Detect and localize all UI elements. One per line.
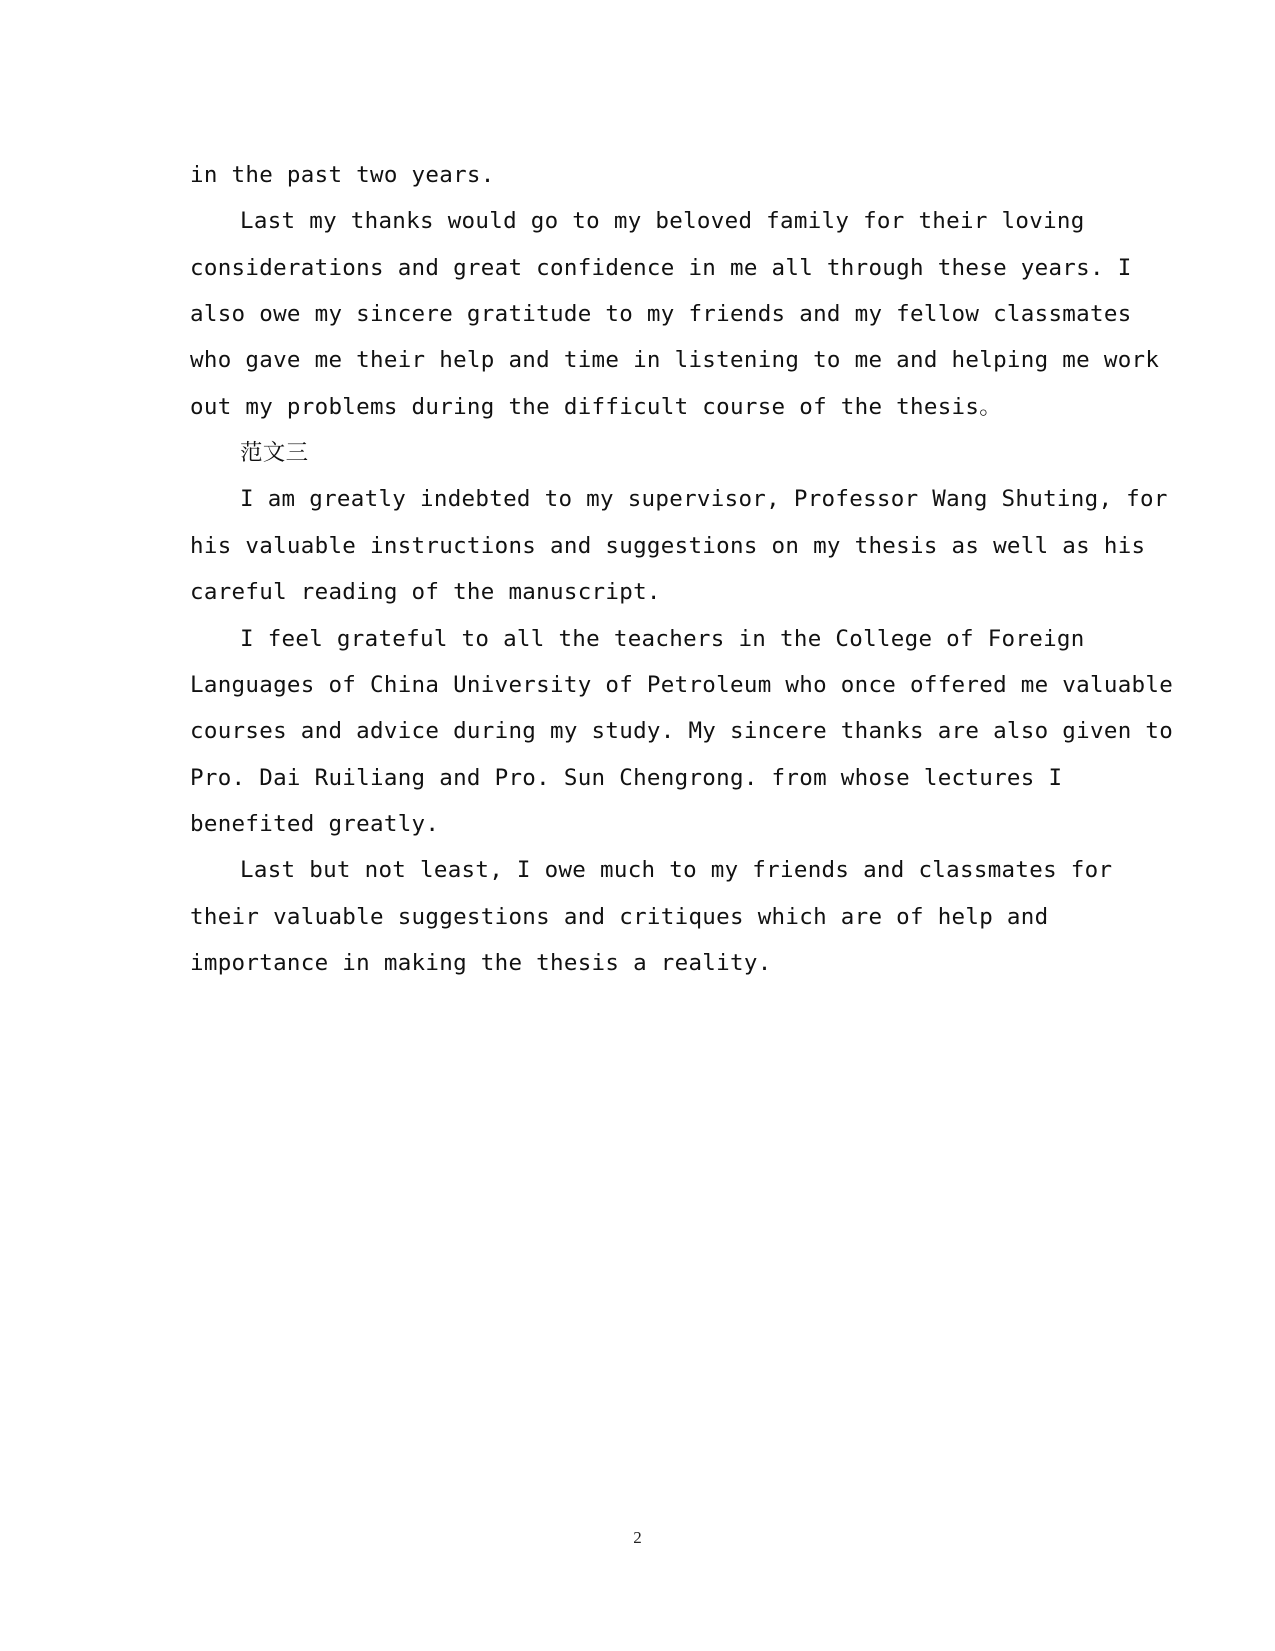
text-line: I feel grateful to all the teachers in the College of Foreign — [240, 626, 1085, 652]
text-line: in the past two years. — [190, 162, 495, 188]
text-line: careful reading of the manuscript. — [190, 579, 661, 605]
text-line: also owe my sincere gratitude to my friends and my fellow classmates — [190, 301, 1132, 327]
text-line: their valuable suggestions and critiques which are of help and — [190, 904, 1049, 930]
section-heading: 范文三 — [240, 440, 309, 466]
text-line: who gave me their help and time in listening to me and helping me work — [190, 347, 1160, 373]
page-number: 2 — [633, 1528, 642, 1547]
text-line: I am greatly indebted to my supervisor, Professor Wang Shuting, for — [240, 486, 1168, 512]
text-line: out my problems during the difficult course of the thesis。 — [190, 394, 1003, 420]
text-line: Last but not least, I owe much to my friends and classmates for — [240, 857, 1113, 883]
text-line: courses and advice during my study. My sincere thanks are also given to — [190, 718, 1174, 744]
text-line: benefited greatly. — [190, 811, 440, 837]
text-line: his valuable instructions and suggestions on my thesis as well as his — [190, 533, 1146, 559]
text-line: Pro. Dai Ruiliang and Pro. Sun Chengrong. from whose lectures I — [190, 765, 1063, 791]
text-line: importance in making the thesis a reality. — [190, 950, 772, 976]
text-line: Last my thanks would go to my beloved family for their loving — [240, 208, 1085, 234]
text-line: considerations and great confidence in me all through these years. I — [190, 255, 1132, 281]
text-line: Languages of China University of Petroleum who once offered me valuable — [190, 672, 1174, 698]
